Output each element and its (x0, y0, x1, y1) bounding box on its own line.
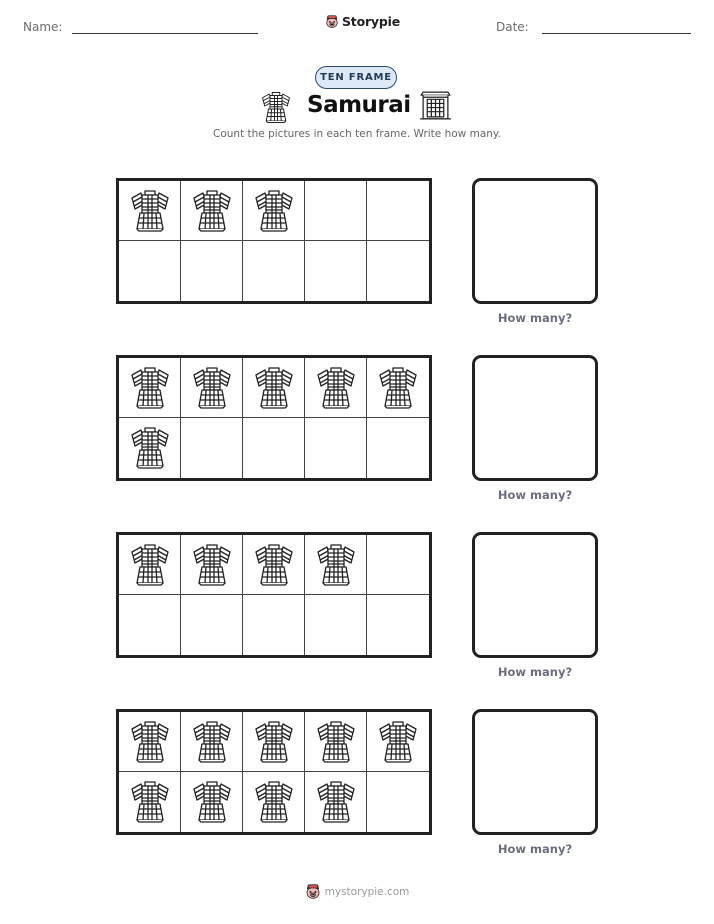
samurai-armor-icon (192, 189, 232, 233)
samurai-armor-icon (130, 543, 170, 587)
title-row (0, 89, 714, 125)
samurai-armor-icon (130, 366, 170, 410)
frame-cell (119, 535, 181, 595)
worksheet-type-badge: TEN FRAME (315, 66, 397, 89)
brand-logo (325, 14, 400, 29)
samurai-armor-icon (316, 720, 356, 764)
how-many-label: How many? (497, 842, 573, 856)
samurai-armor-icon (130, 189, 170, 233)
frame-cell (119, 181, 181, 241)
footer (0, 884, 714, 900)
armor-icon (261, 91, 291, 124)
samurai-armor-icon (192, 543, 232, 587)
instructions: Count the pictures in each ten frame. Write how many. (213, 128, 501, 140)
frame-cell (119, 241, 181, 301)
frame-cell (181, 712, 243, 772)
frame-cell (119, 712, 181, 772)
frame-cell (243, 181, 305, 241)
how-many-label: How many? (497, 665, 573, 679)
name-label: Name: (23, 20, 63, 34)
samurai-armor-icon (316, 366, 356, 410)
answer-box-1[interactable] (472, 178, 598, 304)
frame-cell (305, 358, 367, 418)
samurai-armor-icon (254, 366, 294, 410)
gate-icon (419, 90, 452, 121)
frame-cell (243, 241, 305, 301)
answer-box-2[interactable] (472, 355, 598, 481)
frame-cell (305, 712, 367, 772)
frame-cell (305, 535, 367, 595)
samurai-armor-icon (254, 780, 294, 824)
frame-cell (243, 358, 305, 418)
samurai-armor-icon (192, 720, 232, 764)
frame-cell (119, 418, 181, 478)
storypie-pig-icon (305, 884, 321, 900)
frame-cell (119, 358, 181, 418)
samurai-armor-icon (130, 720, 170, 764)
frame-cell (367, 712, 429, 772)
frame-cell (243, 595, 305, 655)
frame-cell (243, 535, 305, 595)
storypie-pig-icon (325, 15, 339, 29)
samurai-armor-icon (192, 780, 232, 824)
frame-cell (367, 535, 429, 595)
frame-cell (305, 418, 367, 478)
page-title: Samurai (307, 92, 411, 118)
how-many-label: How many? (497, 488, 573, 502)
frame-cell (243, 418, 305, 478)
frame-cell (181, 772, 243, 832)
ten-frame-3 (116, 532, 432, 658)
frame-cell (181, 241, 243, 301)
frame-cell (367, 181, 429, 241)
samurai-armor-icon (254, 189, 294, 233)
brand-name: Storypie (342, 14, 400, 29)
frame-cell (367, 418, 429, 478)
ten-frame-1 (116, 178, 432, 304)
answer-box-3[interactable] (472, 532, 598, 658)
frame-cell (181, 358, 243, 418)
frame-cell (181, 535, 243, 595)
samurai-armor-icon (192, 366, 232, 410)
ten-frame-2 (116, 355, 432, 481)
frame-cell (181, 418, 243, 478)
frame-cell (243, 712, 305, 772)
frame-cell (181, 595, 243, 655)
frame-cell (181, 181, 243, 241)
samurai-armor-icon (316, 543, 356, 587)
samurai-armor-icon (130, 780, 170, 824)
frame-cell (367, 595, 429, 655)
frame-cell (305, 241, 367, 301)
date-line[interactable] (542, 33, 691, 34)
footer-url[interactable]: mystorypie.com (324, 886, 410, 898)
samurai-armor-icon (254, 720, 294, 764)
samurai-armor-icon (378, 720, 418, 764)
frame-cell (367, 772, 429, 832)
frame-cell (243, 772, 305, 832)
frame-cell (119, 772, 181, 832)
samurai-armor-icon (254, 543, 294, 587)
date-label: Date: (496, 20, 529, 34)
samurai-armor-icon (316, 780, 356, 824)
frame-cell (367, 358, 429, 418)
name-line[interactable] (72, 33, 258, 34)
frame-cell (305, 181, 367, 241)
samurai-armor-icon (130, 426, 170, 470)
frame-cell (119, 595, 181, 655)
samurai-armor-icon (378, 366, 418, 410)
ten-frame-4 (116, 709, 432, 835)
how-many-label: How many? (497, 311, 573, 325)
frame-cell (305, 595, 367, 655)
answer-box-4[interactable] (472, 709, 598, 835)
frame-cell (367, 241, 429, 301)
frame-cell (305, 772, 367, 832)
